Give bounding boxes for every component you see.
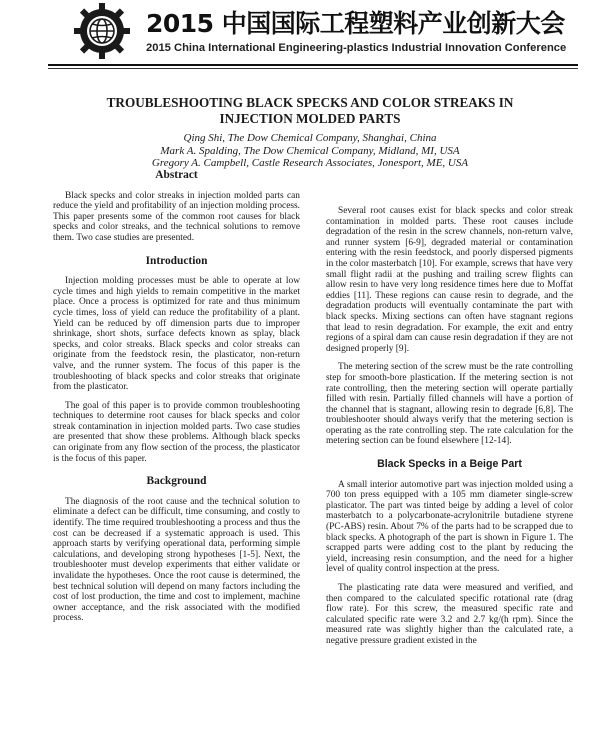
paper-title <box>60 95 560 127</box>
header-divider <box>48 64 578 66</box>
conference-header <box>0 0 600 64</box>
paper-title-line-2: INJECTION MOLDED PARTS <box>219 111 401 126</box>
right-paragraph-1: Several root causes exist for black specks and color streak contamination in molded parts. These root causes include degradation of the resin in the screw channels, non-return valve, and runner system [6-9], degraded material or contamination entering with the resin feedstock, and poorly dispersed pigments in the color masterbatch [10]. For example, screws that have very small flight radii at the pushing and trailing screw flights can allow resin to have very long residence times here due to Moffat eddies [11]. These regions can cause resin to degrade, and the degradation products will eventually contaminate the part with black specks. Mixing sections can often have stagnant regions that lead to resin degradation. For example, the exit and entry regions of a spiral dam can cause resin degradation if they are not designed properly [9]. <box>326 206 573 354</box>
introduction-paragraph-1: Injection molding processes must be able to operate at low cycle times and high yields to remain competitive in the market place. Once a process is optimized for rate and thus minimum cycle times, loss of yield can reduce the profitability of a plant. Yield can be reduced by off dimension parts due to improper shrinkage, short shots, surface defects known as splay, black specks, and color streaks. Black specks and color streaks can originate from the feedstock resin, the plasticator, non-return valve, and the runner system. The focus of this paper is the troubleshooting of black specks and color streaks that originate from the plasticator. <box>53 276 300 393</box>
background-paragraph-1: The diagnosis of the root cause and the technical solution to eliminate a defect can be difficult, time consuming, and costly to identify. The time required troubleshooting a process and thus the cost can be decreased if a systematic approach is used. This approach starts by verifying operational data, performing simple calculations, and developing strong hypotheses [1-5]. Next, the troubleshooter must develop experiments that either validate or invalidate the hypotheses. Once the root cause is determined, the best technical solution will depend on many factors including the cost of lost production, the time and cost to implement, machine owner acceptance, and the risk associated with the modified process. <box>53 496 300 624</box>
right-paragraph-3: A small interior automotive part was injection molded using a 700 ton press equipped with a 105 mm diameter single-screw plasticator. The part was tinted beige by adding a level of color masterbatch to a polycarbonate-acrylonitrile butadiene styrene (PC-ABS) resin. About 7% of the parts had to be scrapped due to black specks. A photograph of the part is shown in Figure 1. The scrapped parts were adding cost to the plant by reducing the yield, increasing resin consumption, and the need for a higher level of quality control inspection at the press. <box>326 479 573 575</box>
author-line: Mark A. Spalding, The Dow Chemical Company, Midland, MI, USA <box>160 144 460 157</box>
conference-title-english: 2015 China International Engineering-plastics Industrial Innovation Conference <box>146 42 567 54</box>
right-paragraph-4: The plasticating rate data were measured and verified, and then compared to the calculated specific rotational rate (drag flow rate). For this screw, the measured specific rate and calculated specific rate were 3.2 and 2.7 kg/(h rpm). Since the measured rate was slightly higher than the calculated rate, a negative pressure gradient existed in the <box>326 583 573 646</box>
right-paragraph-2: The metering section of the screw must be the rate controlling step for smooth-bore plastication. If the metering section is not rate controlling, then the metering section will operate partially filled with resin. Partially filled channels will have a portion of the channel that is stagnant, allowing resin to degrade [6,8]. The troubleshooter should always verify that the metering section is operating as the rate controlling step. The rate calculation for the metering section can be found elsewhere [12-14]. <box>326 362 573 447</box>
author-list <box>60 132 560 170</box>
abstract-paragraph: Black specks and color streaks in injection molded parts can reduce the yield and profitability of an injection molding process. This paper presents some of the common root causes for black specks and color streaks, and the technical solutions to remove them. Two case studies are presented. <box>53 190 300 243</box>
conference-title-chinese: 2015 中国国际工程塑料产业创新大会 <box>146 9 565 38</box>
introduction-heading: Introduction <box>145 254 208 267</box>
abstract-heading: Abstract <box>155 169 198 181</box>
background-heading: Background <box>146 475 207 488</box>
introduction-paragraph-2: The goal of this paper is to provide common troubleshooting techniques to determine root causes for black specks and color streak contamination in injection molded parts. Two case studies are presented that show these problems. Although black specks can originate from any flow section of the process, the plasticator is the focus of this paper. <box>53 400 300 464</box>
left-column <box>53 170 300 632</box>
gear-globe-logo-icon <box>70 2 134 60</box>
header-divider-thin <box>48 68 578 69</box>
author-line: Gregory A. Campbell, Castle Research Associates, Jonesport, ME, USA <box>151 157 469 169</box>
black-specks-heading: Black Specks in a Beige Part <box>377 458 522 471</box>
paper-title-line-1: TROUBLESHOOTING BLACK SPECKS AND COLOR STREAKS IN <box>106 95 514 110</box>
author-line: Qing Shi, The Dow Chemical Company, Shanghai, China <box>183 132 437 144</box>
right-column <box>326 206 573 655</box>
